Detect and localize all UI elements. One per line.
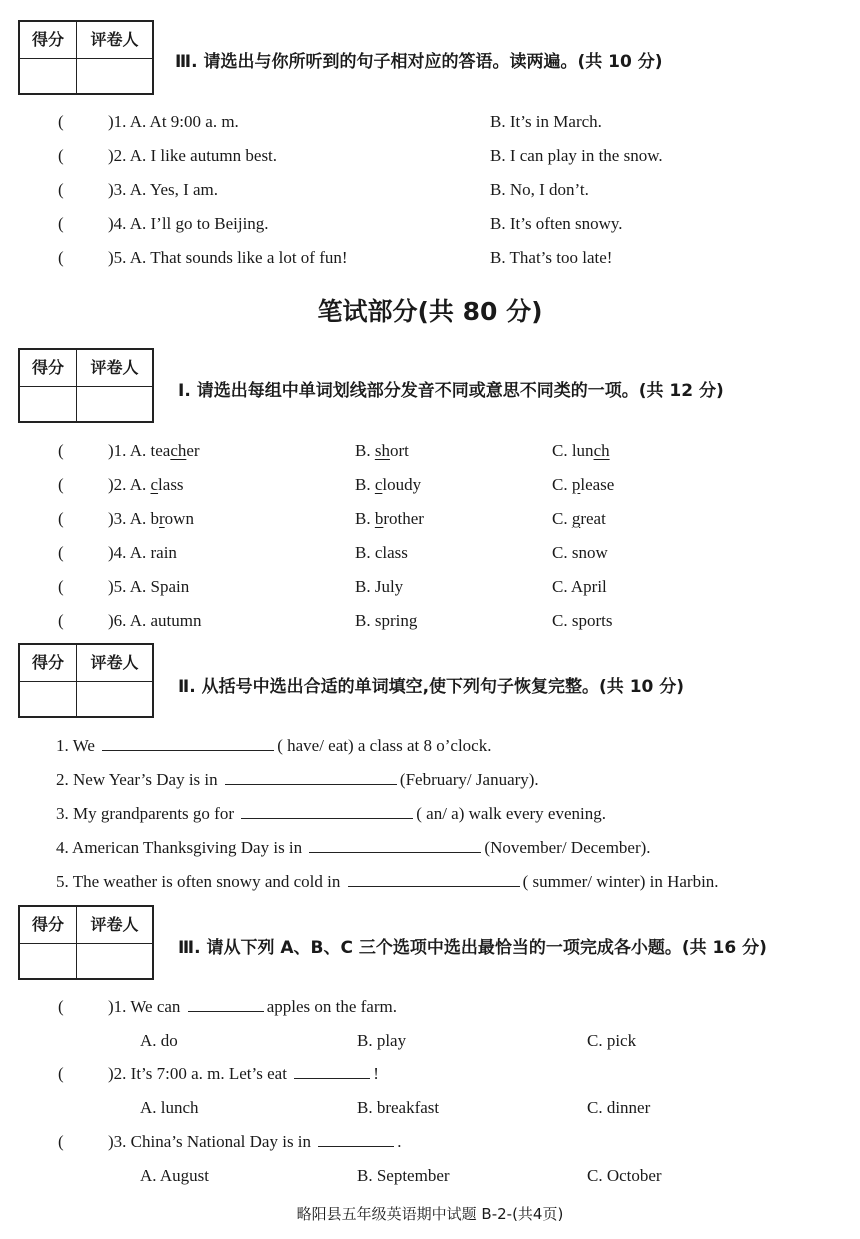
- word-part: B. July: [355, 577, 404, 596]
- option-c: [552, 475, 614, 495]
- option-c: [552, 577, 607, 597]
- answer-paren[interactable]: (: [58, 475, 64, 494]
- word-part: B.: [355, 475, 375, 494]
- underlined-part: g: [571, 509, 581, 528]
- word-part: rother: [383, 509, 424, 528]
- score-cell[interactable]: [20, 944, 77, 978]
- option-b: B. breakfast: [357, 1098, 440, 1117]
- item-number: )2. A.: [108, 475, 147, 494]
- word: [355, 543, 408, 562]
- score-label: 得分: [20, 907, 77, 944]
- underlined-part: ch: [593, 441, 610, 460]
- score-box: [18, 20, 154, 95]
- answer-paren[interactable]: (: [58, 1132, 64, 1151]
- option-b: B. That’s too late!: [490, 248, 613, 267]
- word: [151, 509, 194, 528]
- word-part: own: [164, 509, 194, 528]
- word-part: er: [186, 441, 200, 460]
- answer-blank[interactable]: [318, 1145, 394, 1147]
- word: [552, 475, 614, 494]
- page-heading: 笔试部分(共 80 分): [317, 297, 543, 326]
- option-c: C. October: [587, 1166, 662, 1185]
- option-a: )1. A. At 9:00 a. m.: [108, 112, 239, 131]
- answer-paren[interactable]: (: [58, 112, 64, 131]
- word: [552, 577, 607, 596]
- question: [108, 1132, 402, 1152]
- score-cell[interactable]: [20, 682, 77, 716]
- underlined-part: p: [571, 475, 581, 494]
- answer-blank[interactable]: [102, 749, 274, 751]
- word-part: autumn: [150, 611, 202, 630]
- option-b: [355, 611, 417, 631]
- section-title: Ⅱ. 从括号中选出合适的单词填空,使下列句子恢复完整。(共 10 分): [178, 677, 685, 697]
- sentence-start: 2. New Year’s Day is in: [56, 770, 218, 789]
- sentence: [56, 872, 719, 892]
- sentence-end: (November/ December).: [484, 838, 651, 857]
- answer-paren[interactable]: (: [58, 248, 64, 267]
- option-b: [355, 475, 421, 495]
- sentence: [56, 804, 606, 824]
- option-a: A. lunch: [140, 1098, 199, 1117]
- word-part: C. sports: [552, 611, 613, 630]
- option-a: [108, 475, 184, 495]
- answer-paren[interactable]: (: [58, 997, 64, 1016]
- grader-label: 评卷人: [77, 645, 152, 682]
- option-c: [552, 509, 606, 529]
- word: [151, 543, 177, 562]
- sentence-end: ( summer/ winter) in Harbin.: [522, 872, 719, 891]
- score-cell[interactable]: [20, 59, 77, 93]
- answer-paren[interactable]: (: [58, 509, 64, 528]
- sentence-end: ( an/ a) walk every evening.: [416, 804, 606, 823]
- answer-blank[interactable]: [188, 1010, 264, 1012]
- answer-paren[interactable]: (: [58, 180, 64, 199]
- option-a: )3. A. Yes, I am.: [108, 180, 219, 199]
- word: [552, 611, 612, 630]
- option-b: B. It’s often snowy.: [490, 214, 623, 233]
- answer-blank[interactable]: [241, 817, 413, 819]
- question-start: )1. We can: [108, 997, 181, 1016]
- option-a: )2. A. I like autumn best.: [108, 146, 278, 165]
- option-a: A. August: [140, 1166, 209, 1185]
- word-part: C. snow: [552, 543, 608, 562]
- underlined-part: c: [374, 475, 383, 494]
- grader-label: 评卷人: [77, 907, 152, 944]
- word: [355, 441, 409, 460]
- option-a: [108, 577, 189, 597]
- word-part: lease: [580, 475, 615, 494]
- answer-paren[interactable]: (: [58, 214, 64, 233]
- answer-paren[interactable]: (: [58, 1064, 64, 1083]
- answer-blank[interactable]: [294, 1077, 370, 1079]
- word-part: rain: [150, 543, 177, 562]
- word-part: C.: [552, 509, 572, 528]
- score-box: [18, 643, 154, 718]
- option-a: A. do: [140, 1031, 178, 1050]
- word: [552, 441, 610, 460]
- word-part: B.: [355, 441, 375, 460]
- option-b: [355, 441, 409, 461]
- item-number: )1. A.: [108, 441, 147, 460]
- option-a: )5. A. That sounds like a lot of fun!: [108, 248, 348, 267]
- question-start: )3. China’s National Day is in: [108, 1132, 312, 1151]
- answer-paren[interactable]: (: [58, 441, 64, 460]
- option-b: B. I can play in the snow.: [490, 146, 663, 165]
- word: [355, 509, 424, 528]
- sentence-start: 3. My grandparents go for: [56, 804, 234, 823]
- sentence-start: 1. We: [56, 736, 95, 755]
- word: [355, 611, 417, 630]
- word: [151, 577, 190, 596]
- page-footer: 略阳县五年级英语期中试题 B-2-(共4页): [296, 1205, 564, 1223]
- score-box: [18, 905, 154, 980]
- word-part: lass: [158, 475, 184, 494]
- sentence: [56, 770, 539, 790]
- underlined-part: c: [150, 475, 159, 494]
- score-cell[interactable]: [20, 387, 77, 421]
- underlined-part: b: [374, 509, 384, 528]
- word-part: loudy: [382, 475, 422, 494]
- option-a: )4. A. I’ll go to Beijing.: [108, 214, 269, 233]
- answer-blank[interactable]: [309, 851, 481, 853]
- word: [151, 475, 184, 494]
- question-start: )2. It’s 7:00 a. m. Let’s eat: [108, 1064, 287, 1083]
- grader-label: 评卷人: [77, 22, 152, 59]
- word: [151, 611, 202, 630]
- option-b: B. No, I don’t.: [490, 180, 589, 199]
- option-c: [552, 441, 610, 461]
- option-b: [355, 577, 403, 597]
- word-part: reat: [580, 509, 606, 528]
- sentence-end: ( have/ eat) a class at 8 o’clock.: [277, 736, 492, 755]
- sentence: [56, 838, 651, 858]
- option-a: [108, 543, 177, 563]
- option-b: B. It’s in March.: [490, 112, 602, 131]
- option-a: [108, 611, 202, 631]
- word-part: C. April: [552, 577, 607, 596]
- grader-label: 评卷人: [77, 350, 152, 387]
- item-number: )4. A.: [108, 543, 147, 562]
- answer-blank[interactable]: [348, 885, 520, 887]
- section-title: Ⅲ. 请从下列 A、B、C 三个选项中选出最恰当的一项完成各小题。(共 16 分): [178, 938, 767, 958]
- score-label: 得分: [20, 350, 77, 387]
- word-part: C. lun: [552, 441, 594, 460]
- item-number: )3. A.: [108, 509, 147, 528]
- answer-paren[interactable]: (: [58, 146, 64, 165]
- question-end: !: [373, 1064, 379, 1083]
- sentence-start: 4. American Thanksgiving Day is in: [56, 838, 303, 857]
- score-label: 得分: [20, 645, 77, 682]
- question-end: apples on the farm.: [266, 997, 397, 1016]
- word-part: B. spring: [355, 611, 418, 630]
- word-part: b: [150, 509, 159, 528]
- word-part: B. class: [355, 543, 408, 562]
- answer-paren[interactable]: (: [58, 577, 64, 596]
- option-b: B. September: [357, 1166, 450, 1185]
- option-b: B. play: [357, 1031, 407, 1050]
- word-part: C.: [552, 475, 572, 494]
- section-title: Ⅰ. 请选出每组中单词划线部分发音不同或意思不同类的一项。(共 12 分): [178, 381, 724, 401]
- option-b: [355, 543, 408, 563]
- underlined-part: r: [159, 509, 165, 528]
- option-c: [552, 543, 608, 563]
- question: [108, 1064, 379, 1084]
- score-box: [18, 348, 154, 423]
- section-title: Ⅲ. 请选出与你所听到的句子相对应的答语。读两遍。(共 10 分): [175, 52, 663, 72]
- sentence-start: 5. The weather is often snowy and cold in: [56, 872, 341, 891]
- sentence: [56, 736, 491, 756]
- answer-paren[interactable]: (: [58, 611, 64, 630]
- word: [552, 543, 608, 562]
- option-a: [108, 441, 200, 461]
- question: [108, 997, 397, 1017]
- question-end: .: [397, 1132, 402, 1151]
- word-part: ort: [389, 441, 409, 460]
- score-label: 得分: [20, 22, 77, 59]
- word-part: tea: [150, 441, 171, 460]
- word: [355, 475, 421, 494]
- word-part: B.: [355, 509, 375, 528]
- word: [355, 577, 403, 596]
- underlined-part: sh: [374, 441, 390, 460]
- word-part: Spain: [150, 577, 190, 596]
- word: [552, 509, 606, 528]
- option-b: [355, 509, 424, 529]
- answer-blank[interactable]: [225, 783, 397, 785]
- option-c: [552, 611, 612, 631]
- sentence-end: (February/ January).: [399, 770, 539, 789]
- option-a: [108, 509, 194, 529]
- option-c: C. pick: [587, 1031, 637, 1050]
- answer-paren[interactable]: (: [58, 543, 64, 562]
- item-number: )5. A.: [108, 577, 147, 596]
- word: [151, 441, 200, 460]
- option-c: C. dinner: [587, 1098, 651, 1117]
- underlined-part: ch: [170, 441, 187, 460]
- item-number: )6. A.: [108, 611, 147, 630]
